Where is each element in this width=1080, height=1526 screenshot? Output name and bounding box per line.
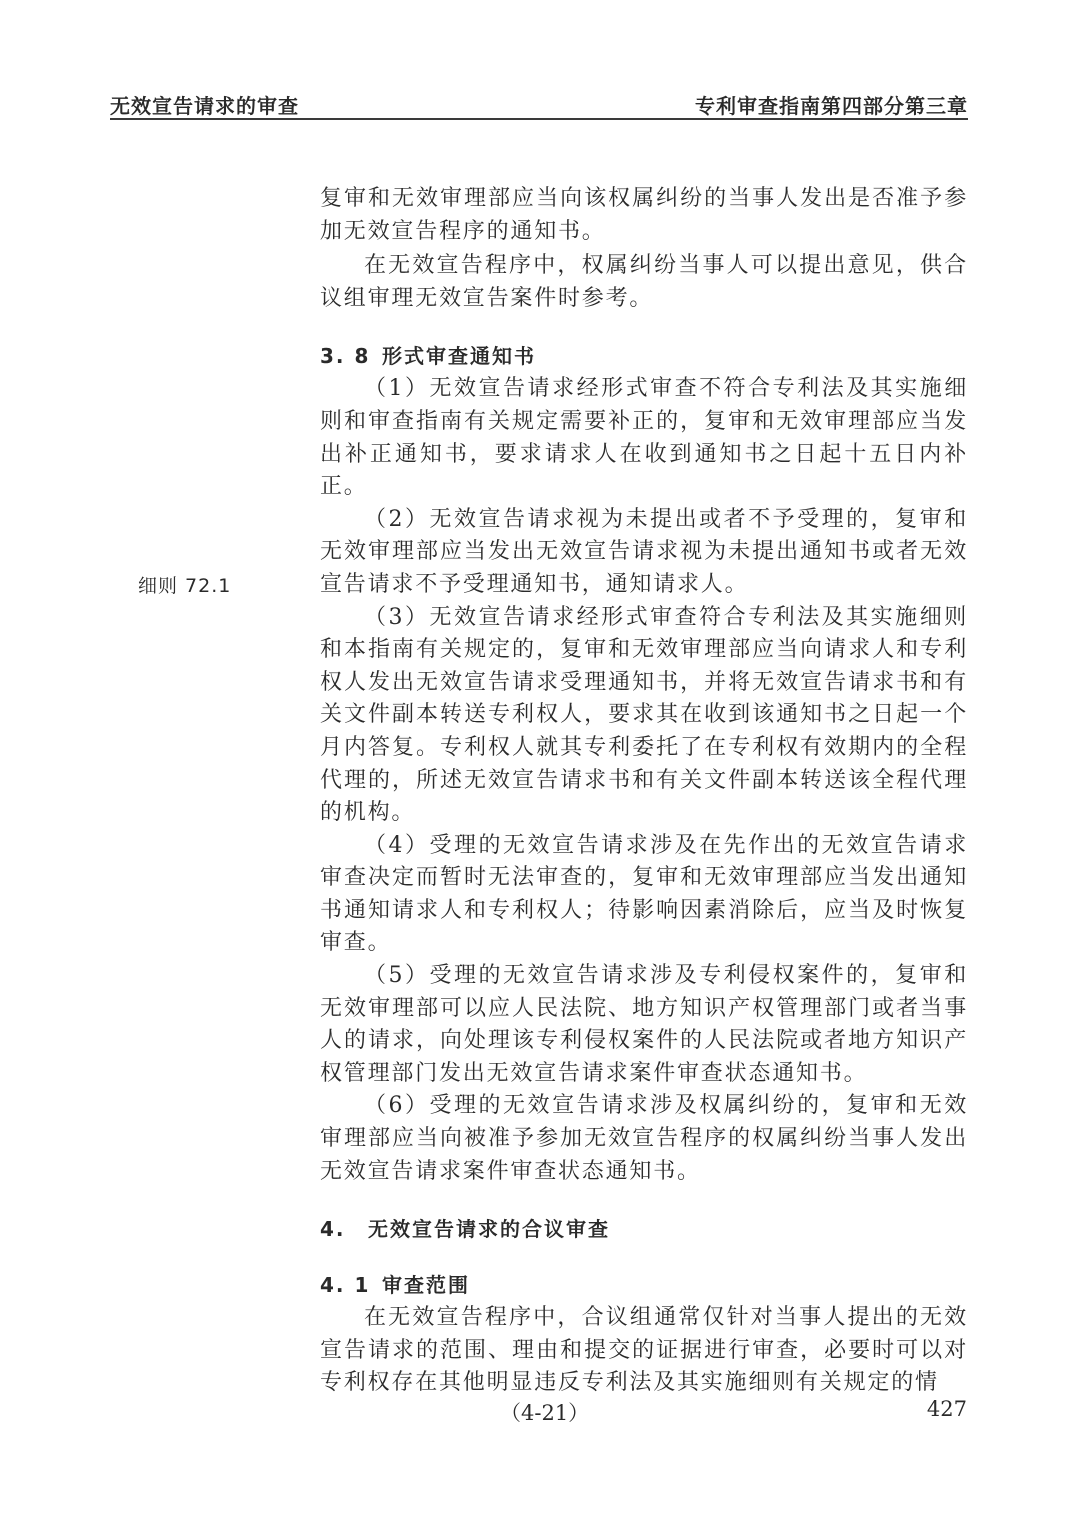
- header-chapter-title: 无效宣告请求的审查: [110, 94, 299, 118]
- list-item: （3）无效宣告请求经形式审查符合专利法及其实施细则和本指南有关规定的，复审和无效审理部应当向请求人和专利权人发出无效宣告请求受理通知书，并将无效宣告请求书和有关文件副本转送专利权人，要求其在收到该通知书之日起一个月内答复。专利权人就其专利委托了在专利权有效期内的全程代理的，所述无效宣告请求书和有关文件副本转送该全程代理的机构。: [320, 604, 968, 826]
- section-page-label: （4-21）: [500, 1401, 590, 1425]
- section-heading-4: [320, 1214, 968, 1244]
- section-title: 无效宣告请求的合议审查: [368, 1217, 610, 1242]
- section-number: 4.: [320, 1217, 346, 1242]
- page-number: 427: [926, 1397, 967, 1421]
- section-title: 形式审查通知书: [382, 344, 536, 369]
- paragraph: 在无效宣告程序中，合议组通常仅针对当事人提出的无效宣告请求的范围、理由和提交的证据进行审查，必要时可以对专利权存在其他明显违反专利法及其实施细则有关规定的情: [320, 1305, 968, 1396]
- section-number: 3. 8: [320, 344, 371, 369]
- header-book-title: 专利审查指南第四部分第三章: [695, 94, 968, 118]
- list-item: （2）无效宣告请求视为未提出或者不予受理的，复审和无效审理部应当发出无效宣告请求视为未提出通知书或者无效宣告请求不予受理通知书，通知请求人。: [320, 506, 968, 597]
- paragraph: 在无效宣告程序中，权属纠纷当事人可以提出意见，供合议组审理无效宣告案件时参考。: [320, 253, 968, 311]
- list-item: （1）无效宣告请求经形式审查不符合专利法及其实施细则和审查指南有关规定需要补正的，复审和无效审理部应当发出补正通知书，要求请求人在收到通知书之日起十五日内补正。: [320, 376, 968, 500]
- section-heading-3-8: [320, 341, 968, 371]
- running-header: [110, 86, 968, 120]
- margin-note-rule-reference: 细则 72.1: [138, 575, 232, 597]
- list-item: （5）受理的无效宣告请求涉及专利侵权案件的，复审和无效审理部可以应人民法院、地方知识产权管理部门或者当事人的请求，向处理该专利侵权案件的人民法院或者地方知识产权管理部门发出无效宣告请求案件审查状态通知书。: [320, 963, 968, 1086]
- main-text: [320, 183, 968, 1400]
- section-heading-4-1: [320, 1270, 968, 1300]
- list-item: （6）受理的无效宣告请求涉及权属纠纷的，复审和无效审理部应当向被准予参加无效宣告程序的权属纠纷当事人发出无效宣告请求案件审查状态通知书。: [320, 1093, 968, 1184]
- list-item: （4）受理的无效宣告请求涉及在先作出的无效宣告请求审查决定而暂时无法审查的，复审和无效审理部应当发出通知书通知请求人和专利权人；待影响因素消除后，应当及时恢复审查。: [320, 832, 968, 956]
- section-title: 审查范围: [382, 1273, 470, 1298]
- paragraph: 复审和无效审理部应当向该权属纠纷的当事人发出是否准予参加无效宣告程序的通知书。: [320, 186, 968, 244]
- section-number: 4. 1: [320, 1273, 371, 1298]
